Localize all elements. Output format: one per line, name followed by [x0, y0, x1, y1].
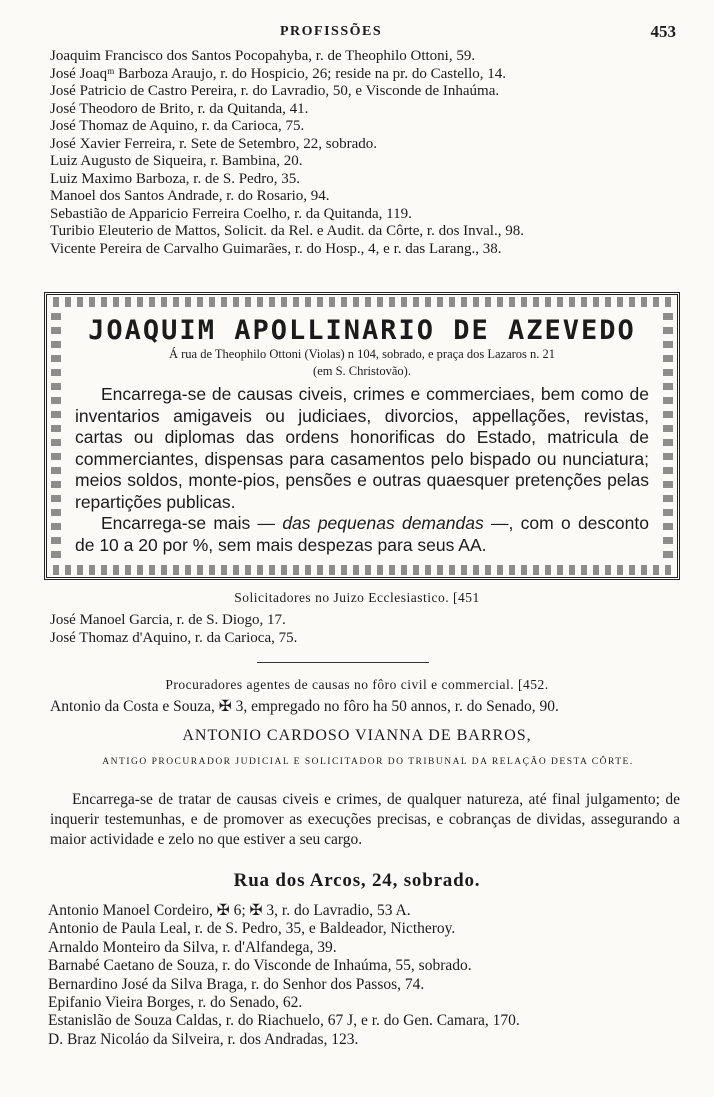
advert-text: —, com o desconto de 10 a 20 por %, sem mais despezas para seus AA.: [75, 513, 649, 555]
list-item: José Xavier Ferreira, r. Sete de Setembro, 22, sobrado.: [50, 135, 377, 152]
page-header: [0, 20, 714, 44]
list-item: Luiz Augusto de Siqueira, r. Bambina, 20.: [50, 153, 303, 169]
list-item: José Thomaz d'Aquino, r. da Carioca, 75.: [50, 629, 298, 646]
ornament-border-right: [663, 313, 673, 559]
vianna-address: Rua dos Arcos, 24, sobrado.: [233, 870, 481, 891]
advert-address-locality: (em S. Christovão).: [313, 364, 411, 378]
advert-body: [75, 384, 649, 556]
advert-address: Á rua de Theophilo Ottoni (Violas) n 104, sobrado, e praça dos Lazaros n. 21: [168, 347, 556, 361]
vianna-name: ANTONIO CARDOSO VIANNA DE BARROS,: [182, 727, 532, 744]
list-item: José Thomaz de Aquino, r. da Carioca, 75.: [50, 118, 305, 134]
advert-italic-text: das pequenas demandas: [282, 513, 484, 533]
solicitadores-list: [50, 612, 686, 647]
vianna-description: [50, 790, 680, 850]
professionals-list-bottom: [48, 902, 684, 1049]
ornament-border-bottom: [53, 565, 671, 575]
page-number: 453: [650, 22, 676, 41]
advert-text: Encarrega-se mais —: [101, 513, 276, 533]
advert-title: JOAQUIM APOLLINARIO DE AZEVEDO: [88, 315, 636, 346]
list-item: Vicente Pereira de Carvalho Guimarães, r. do Hosp., 4, e r. das Larang., 38.: [50, 240, 502, 257]
list-item: Joaquim Francisco dos Santos Pocopahyba, r. de Theophilo Ottoni, 59.: [50, 48, 476, 64]
list-item: Arnaldo Monteiro da Silva, r. d'Alfandega, 39.: [48, 938, 337, 956]
list-item: Luiz Maximo Barboza, r. de S. Pedro, 35.: [50, 170, 300, 187]
list-item: Bernardino José da Silva Braga, r. do Senhor dos Passos, 74.: [48, 975, 425, 993]
list-item: Sebastião de Apparicio Ferreira Coelho, r. da Quitanda, 119.: [50, 205, 412, 222]
list-item: Antonio Manoel Cordeiro, ✠ 6; ✠ 3, r. do Lavradio, 53 A.: [48, 902, 411, 919]
solicitadores-heading: Solicitadores no Juizo Ecclesiastico. [451: [234, 590, 480, 605]
section-divider: [257, 662, 429, 663]
list-item: Antonio de Paula Leal, r. de S. Pedro, 35, e Baldeador, Nictheroy.: [48, 920, 456, 938]
list-item: Manoel dos Santos Andrade, r. do Rosario, 94.: [50, 188, 330, 204]
list-item: José Manoel Garcia, r. de S. Diogo, 17.: [50, 612, 286, 628]
professionals-list-top: [50, 48, 686, 258]
list-item: José Patricio de Castro Pereira, r. do Lavradio, 50, e Visconde de Inhaúma.: [50, 83, 500, 99]
ornament-border-left: [51, 313, 61, 559]
advert-paragraph: Encarrega-se de causas civeis, crimes e commerciaes, bem como de inventarios amigaveis ou judiciaes, divorcios, appellações, revistas, cartas ou diplomas das ordens honorificas do Estado, matricula de commerciantes, dispensas para casamentos pelo bispado ou nunciatura; meios soldos, monte-pios, pensões e outras quaesquer pretenções pelas repartições publicas.: [75, 384, 649, 512]
list-item: José Joaqᵐ Barboza Araujo, r. do Hospicio, 26; reside na pr. do Castello, 14.: [50, 65, 507, 82]
list-item: Barnabé Caetano de Souza, r. do Visconde de Inhaúma, 55, sobrado.: [48, 957, 472, 975]
advertisement-box: [44, 292, 680, 580]
list-item: D. Braz Nicoláo da Silveira, r. dos Andradas, 123.: [48, 1030, 359, 1048]
list-item: José Theodoro de Brito, r. da Quitanda, 41.: [50, 100, 309, 117]
list-item: Turibio Eleuterio de Mattos, Solicit. da Rel. e Audit. da Côrte, r. dos Inval., 98.: [50, 223, 524, 239]
list-item: Epifanio Vieira Borges, r. do Senado, 62.: [48, 994, 303, 1012]
ornament-border-top: [53, 297, 671, 307]
list-item: Antonio da Costa e Souza, ✠ 3, empregado no fôro ha 50 annos, r. do Senado, 90.: [50, 698, 559, 715]
section-title: PROFISSÕES: [280, 24, 383, 39]
procuradores-heading: Procuradores agentes de causas no fôro civil e commercial. [452.: [165, 677, 549, 692]
vianna-subtitle: ANTIGO PROCURADOR JUDICIAL E SOLICITADOR DO TRIBUNAL DA RELAÇÃO DESTA CÔRTE.: [102, 757, 634, 767]
advert-paragraph: [75, 513, 649, 556]
vianna-paragraph: Encarrega-se de tratar de causas civeis e crimes, de qualquer natureza, até final julgamento; de inquerir testemunhas, e de promover as execuções precisas, e cobranças de dividas, assegurando a maior actividade e zelo no que estiver a seu cargo.: [50, 791, 680, 848]
list-item: Estanislão de Souza Caldas, r. do Riachuelo, 67 J, e r. do Gen. Camara, 170.: [48, 1012, 520, 1030]
